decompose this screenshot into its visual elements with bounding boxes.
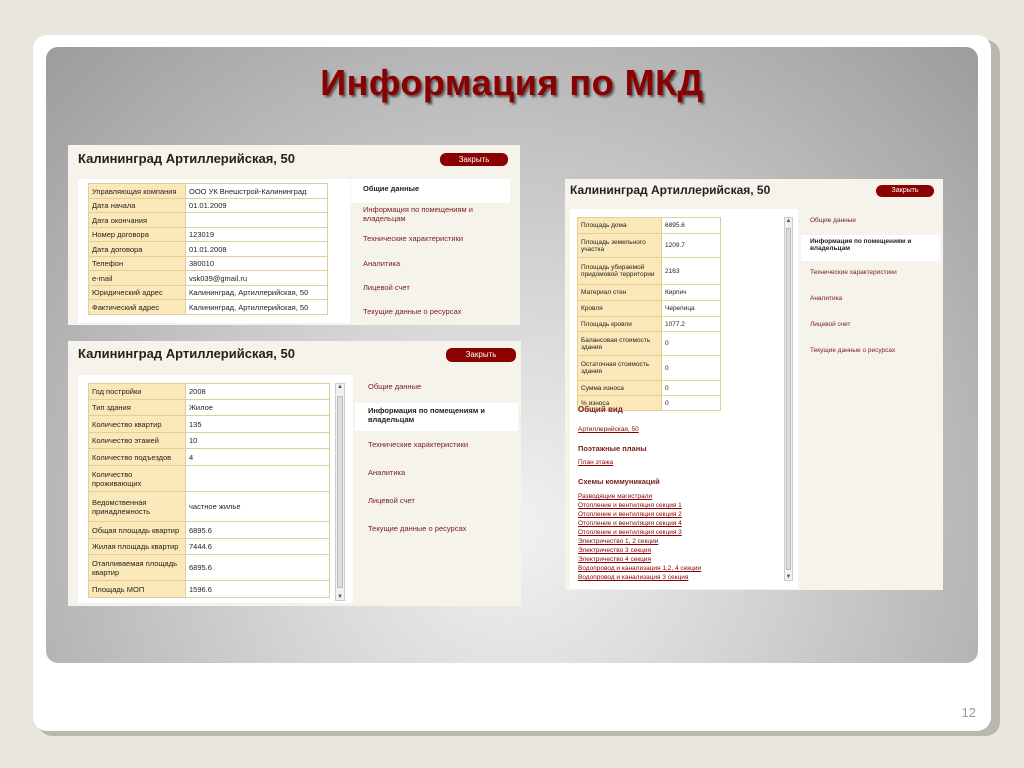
panel-building-info xyxy=(68,341,521,606)
menu-item[interactable]: Общие данные xyxy=(368,382,422,391)
row-value: 01.01.2008 xyxy=(186,242,328,257)
table-row xyxy=(89,555,330,581)
table-row xyxy=(89,539,330,555)
row-value: 2008 xyxy=(186,384,330,400)
table-row xyxy=(578,317,721,332)
row-label: Управляющая компания xyxy=(89,184,186,199)
row-label: Количество подъездов xyxy=(89,449,186,466)
row-value: 01.01.2009 xyxy=(186,199,328,213)
scheme-link[interactable]: Водопровод и канализация 1,2, 4 секции xyxy=(578,565,702,572)
table-row xyxy=(578,234,721,258)
row-label: Дата договора xyxy=(89,242,186,257)
row-label: Отапливаемая площадь квартир xyxy=(89,555,186,581)
table-row xyxy=(578,356,721,381)
row-label: Площадь кровли xyxy=(578,317,662,332)
row-value: частное жилье xyxy=(186,492,330,522)
panel-general-data xyxy=(68,145,520,325)
row-label: Фактический адрес xyxy=(89,300,186,315)
menu-item[interactable]: Технические характеристики xyxy=(363,234,464,243)
panel-header: Калининград Артиллерийская, 50 xyxy=(78,346,295,361)
row-value: 6895.6 xyxy=(186,522,330,539)
row-value: Калининград, Артиллерийская, 50 xyxy=(186,286,328,300)
table-row xyxy=(89,213,328,228)
row-label: Площадь дома xyxy=(578,218,662,234)
table-row xyxy=(578,258,721,285)
row-value: Жилое xyxy=(186,400,330,416)
table-row xyxy=(89,433,330,449)
menu-item[interactable]: Аналитика xyxy=(363,259,401,268)
table-row xyxy=(578,285,721,301)
row-value: Черепица xyxy=(662,301,721,317)
scrollbar[interactable] xyxy=(784,217,793,581)
close-button[interactable]: Закрыть xyxy=(440,153,508,166)
table-row xyxy=(578,332,721,356)
row-value: 6895.6 xyxy=(662,218,721,234)
row-label: Материал стен xyxy=(578,285,662,301)
scrollbar-thumb[interactable] xyxy=(337,396,343,588)
row-label: Юридический адрес xyxy=(89,286,186,300)
row-label: Кровля xyxy=(578,301,662,317)
row-value: 10 xyxy=(186,433,330,449)
scrollbar[interactable] xyxy=(335,383,345,601)
row-value: 380010 xyxy=(186,257,328,271)
menu-item[interactable]: Текущие данные о ресурсах xyxy=(368,524,467,533)
menu-item[interactable]: Аналитика xyxy=(810,295,843,302)
table-row xyxy=(89,271,328,286)
info-table xyxy=(88,383,330,598)
row-label: Общая площадь квартир xyxy=(89,522,186,539)
menu-item[interactable]: Текущие данные о ресурсах xyxy=(810,347,896,354)
row-label: Количество квартир xyxy=(89,416,186,433)
menu-item[interactable]: Информация по помещениям и владельцам xyxy=(801,235,940,261)
table-row xyxy=(578,218,721,234)
page-number: 12 xyxy=(961,705,976,720)
table-row xyxy=(89,400,330,416)
panel-header: Калининград Артиллерийская, 50 xyxy=(78,151,295,166)
scroll-down-icon[interactable]: ▼ xyxy=(337,594,343,600)
table-row xyxy=(89,199,328,213)
panel-menu xyxy=(355,375,518,543)
table-row xyxy=(578,301,721,317)
menu-item[interactable]: Общие данные xyxy=(351,179,510,203)
scroll-up-icon[interactable]: ▲ xyxy=(337,384,343,390)
row-value: ООО УК Внешстрой-Калининград xyxy=(186,184,328,199)
row-value: 0 xyxy=(662,396,721,411)
slide-title: Информация по МКД xyxy=(320,62,704,103)
row-label: Остаточная стоимость здания xyxy=(578,356,662,381)
menu-item[interactable]: Лицевой счет xyxy=(363,283,410,292)
row-value: 4 xyxy=(186,449,330,466)
scheme-link[interactable]: Разводящие магистрали xyxy=(578,493,653,500)
info-table xyxy=(577,217,721,411)
menu-item[interactable]: Технические характеристики xyxy=(368,440,469,449)
row-label: Год постройки xyxy=(89,384,186,400)
menu-item[interactable]: Технические характеристики xyxy=(810,269,897,276)
row-label: Площадь убираемой придомовой территории xyxy=(578,258,662,285)
row-value: 1596.6 xyxy=(186,581,330,598)
scheme-link[interactable]: Электричество 4 секция xyxy=(578,556,652,563)
row-label: Тип здания xyxy=(89,400,186,416)
row-value xyxy=(186,466,330,492)
scheme-link[interactable]: Отопление и вентиляция секция 4 xyxy=(578,520,682,527)
table-row xyxy=(89,449,330,466)
schemes-list xyxy=(578,492,701,582)
panel-technical xyxy=(565,179,943,590)
scheme-link[interactable]: Отопление и вентиляция секция 3 xyxy=(578,529,682,536)
row-value: Калининград, Артиллерийская, 50 xyxy=(186,300,328,315)
table-row xyxy=(89,242,328,257)
table-row xyxy=(89,416,330,433)
menu-item[interactable]: Текущие данные о ресурсах xyxy=(363,307,462,316)
table-row xyxy=(89,384,330,400)
row-label: Площадь МОП xyxy=(89,581,186,598)
table-row xyxy=(578,381,721,396)
table-row xyxy=(89,522,330,539)
menu-item[interactable]: Информация по помещениям и владельцам xyxy=(355,403,518,431)
scroll-down-icon[interactable]: ▼ xyxy=(785,574,792,580)
row-value: 1077.2 xyxy=(662,317,721,332)
menu-item[interactable]: Информация по помещениям и владельцам xyxy=(363,205,473,223)
menu-item[interactable]: Лицевой счет xyxy=(368,496,415,505)
table-row xyxy=(89,300,328,315)
close-button[interactable]: Закрыть xyxy=(446,348,516,362)
row-value: 7444.6 xyxy=(186,539,330,555)
scheme-link[interactable]: Водопровод и канализация 3 секция xyxy=(578,574,689,581)
table-row xyxy=(89,466,330,492)
panel-header: Калининград Артиллерийская, 50 xyxy=(570,183,771,197)
floor-plans-link[interactable]: План этажа xyxy=(578,459,614,466)
scheme-link[interactable]: Электричество 1, 2 секции xyxy=(578,538,659,545)
row-label: Балансовая стоимость здания xyxy=(578,332,662,356)
table-row xyxy=(89,228,328,242)
row-value: 0 xyxy=(662,332,721,356)
table-row xyxy=(89,257,328,271)
row-label: Количество проживающих xyxy=(89,466,186,492)
row-label: Площадь земельного участка xyxy=(578,234,662,258)
row-value: 6895.6 xyxy=(186,555,330,581)
table-row xyxy=(89,492,330,522)
row-label: Номер договора xyxy=(89,228,186,242)
menu-item[interactable]: Аналитика xyxy=(368,468,406,477)
scheme-link[interactable]: Отопление и вентиляция секция 1 xyxy=(578,502,682,509)
row-label: Ведомственная принадлежность xyxy=(89,492,186,522)
floor-plans-title: Поэтажные планы xyxy=(578,444,647,453)
table-row xyxy=(89,581,330,598)
menu-item[interactable]: Общие данные xyxy=(810,217,857,224)
general-view-link[interactable]: Артиллерийская, 50 xyxy=(578,426,639,433)
info-table xyxy=(88,183,328,315)
panel-menu xyxy=(351,179,510,325)
table-row xyxy=(89,184,328,199)
scrollbar-thumb[interactable] xyxy=(786,228,791,570)
row-label: e-mail xyxy=(89,271,186,286)
row-label: Жилая площадь квартир xyxy=(89,539,186,555)
scheme-link[interactable]: Электричество 3 секция xyxy=(578,547,652,554)
scheme-link[interactable]: Отопление и вентиляция секция 2 xyxy=(578,511,682,518)
table-row xyxy=(89,286,328,300)
row-label: Телефон xyxy=(89,257,186,271)
row-value: 0 xyxy=(662,381,721,396)
menu-item[interactable]: Лицевой счет xyxy=(810,321,851,328)
row-value: 135 xyxy=(186,416,330,433)
panel-menu xyxy=(801,209,940,365)
close-button[interactable]: Закрыть xyxy=(876,185,934,197)
row-value: 0 xyxy=(662,356,721,381)
row-value: 2163 xyxy=(662,258,721,285)
scroll-up-icon[interactable]: ▲ xyxy=(785,218,792,224)
row-label: Дата окончания xyxy=(89,213,186,228)
row-label: % износа xyxy=(578,396,662,411)
row-value: vsk039@gmail.ru xyxy=(186,271,328,286)
row-label: Дата начала xyxy=(89,199,186,213)
row-value: 123019 xyxy=(186,228,328,242)
row-value xyxy=(186,213,328,228)
schemes-title: Схемы коммуникаций xyxy=(578,477,660,486)
row-value: Кирпич xyxy=(662,285,721,301)
general-view-title: Общий вид xyxy=(578,405,623,414)
row-value: 1209.7 xyxy=(662,234,721,258)
row-label: Количество этажей xyxy=(89,433,186,449)
row-label: Сумма износа xyxy=(578,381,662,396)
